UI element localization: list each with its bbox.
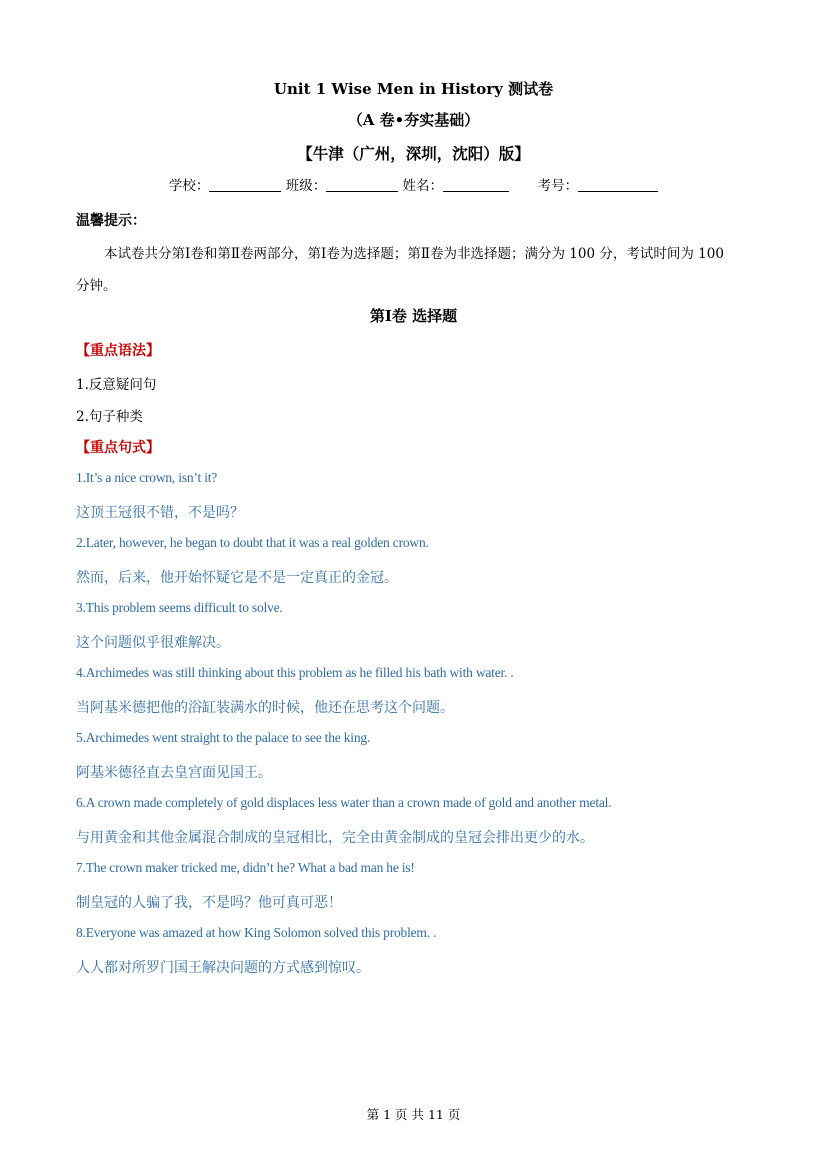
sentence-en: 8.Everyone was amazed at how King Solomon solved this problem. . — [76, 925, 437, 940]
sentence-en: 6.A crown made completely of gold displaces less water than a crown made of gold and another metal. — [76, 795, 612, 810]
number-label: 考号： — [537, 178, 579, 194]
number-field[interactable] — [578, 177, 658, 192]
document-title: Unit 1 Wise Men in History 测试卷 — [273, 80, 554, 98]
sentence-en: 4.Archimedes was still thinking about this problem as he filled his bath with water. . — [76, 665, 514, 680]
school-field[interactable] — [209, 177, 281, 192]
edition-label: 【牛津（广州，深圳，沈阳）版】 — [297, 144, 530, 163]
grammar-heading: 【重点语法】 — [76, 343, 160, 359]
sentence-en: 5.Archimedes went straight to the palace to see the king. — [76, 730, 371, 745]
sentence-cn: 这个问题似乎很难解决。 — [76, 635, 230, 651]
sentence-en: 3.This problem seems difficult to solve. — [76, 600, 283, 615]
document-subtitle: （A 卷•夯实基础） — [347, 111, 480, 129]
class-field[interactable] — [326, 177, 398, 192]
sentence-cn: 然而，后来，他开始怀疑它是不是一定真正的金冠。 — [76, 570, 398, 586]
sentence-cn: 当阿基米德把他的浴缸装满水的时候，他还在思考这个问题。 — [76, 700, 454, 716]
sentence-en: 1.It’s a nice crown, isn’t it? — [76, 470, 218, 485]
page-footer: 第 1 页 共 11 页 — [366, 1107, 461, 1122]
school-label: 学校： — [168, 178, 210, 194]
sentence-cn: 阿基米德径直去皇宫面见国王。 — [76, 765, 272, 781]
sentence-en: 7.The crown maker tricked me, didn’t he? What a bad man he is! — [76, 860, 415, 875]
grammar-item: 2.句子种类 — [76, 409, 143, 425]
sentence-cn: 这顶王冠很不错，不是吗？ — [76, 505, 244, 521]
notice-heading: 温馨提示： — [76, 213, 146, 229]
notice-line-1: 本试卷共分第Ⅰ卷和第Ⅱ卷两部分，第Ⅰ卷为选择题；第Ⅱ卷为非选择题；满分为 100 分，考试时间为 100 — [104, 246, 724, 262]
part1-heading: 第Ⅰ卷 选择题 — [369, 307, 458, 325]
grammar-item: 1.反意疑问句 — [76, 377, 157, 393]
notice-line-2: 分钟。 — [76, 278, 117, 294]
student-info-row — [0, 174, 827, 194]
name-label: 姓名： — [402, 178, 443, 194]
sentence-cn: 人人都对所罗门国王解决问题的方式感到惊叹。 — [76, 960, 370, 976]
name-field[interactable] — [443, 177, 509, 192]
sentences-heading: 【重点句式】 — [76, 440, 160, 456]
sentence-cn: 与用黄金和其他金属混合制成的皇冠相比，完全由黄金制成的皇冠会排出更少的水。 — [76, 830, 594, 846]
sentence-cn: 制皇冠的人骗了我，不是吗？他可真可恶！ — [76, 895, 342, 911]
class-label: 班级： — [285, 178, 327, 194]
sentence-en: 2.Later, however, he began to doubt that it was a real golden crown. — [76, 535, 429, 550]
